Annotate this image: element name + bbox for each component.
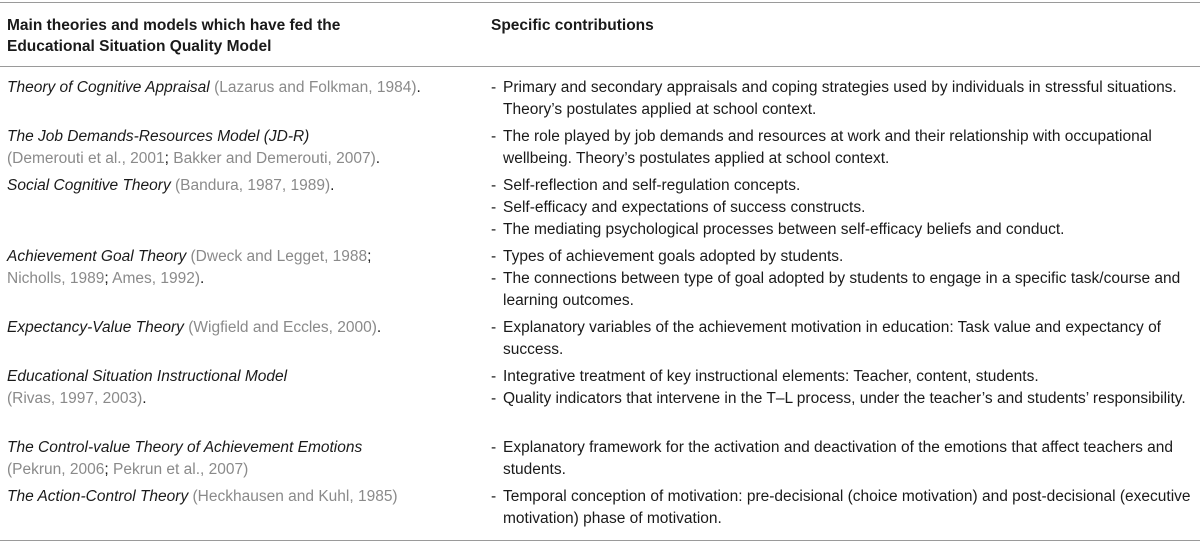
- contribution-list: [491, 486, 1196, 530]
- theory-name: Theory of Cognitive Appraisal: [7, 79, 210, 96]
- contribution-item: - Primary and secondary appraisals and coping strategies used by individuals in stressful situations. Theory’s postulates applied at school context.: [491, 77, 1196, 121]
- theory-tail: .: [375, 150, 381, 167]
- theory-citation: (Dweck and Legget, 1988: [190, 248, 368, 265]
- theory-citation: Pekrun et al., 2007): [113, 461, 249, 478]
- table-top-rule: [0, 2, 1200, 3]
- theory-name: The Control-value Theory of Achievement Emotions: [7, 439, 363, 456]
- theory-citation: (Demerouti et al., 2001: [7, 150, 165, 167]
- contribution-item: - The connections between type of goal adopted by students to engage in a specific task/course and learning outcomes.: [491, 268, 1196, 312]
- theory-cell: [7, 317, 477, 339]
- theory-tail: .: [142, 390, 147, 407]
- theory-tail: .: [330, 177, 335, 194]
- contribution-list: [491, 437, 1196, 481]
- theory-name: Expectancy-Value Theory: [7, 319, 184, 336]
- theory-citation: (Wigfield and Eccles, 2000): [188, 319, 377, 336]
- theory-citation: (Pekrun, 2006: [7, 461, 105, 478]
- contribution-list: [491, 366, 1196, 410]
- theory-cell: [7, 486, 477, 508]
- theory-name: The Job Demands-Resources Model (JD-R): [7, 128, 310, 145]
- theory-citation: (Rivas, 1997, 2003): [7, 390, 143, 407]
- contribution-item: - Self-efficacy and expectations of success constructs.: [491, 197, 1196, 219]
- theory-citation: (Lazarus and Folkman, 1984): [214, 79, 417, 96]
- theory-citation: (Bandura, 1987, 1989): [175, 177, 331, 194]
- citation-separator: ;: [164, 150, 169, 167]
- contribution-list: [491, 175, 1196, 241]
- theory-citation: (Heckhausen and Kuhl, 1985): [192, 488, 398, 505]
- theory-citation: Ames, 1992): [112, 270, 201, 287]
- header-rule: [0, 66, 1200, 67]
- header-theories: Main theories and models which have fed the Educational Situation Quality Model: [7, 17, 341, 55]
- contribution-item: - Explanatory framework for the activation and deactivation of the emotions that affect teachers and students.: [491, 437, 1196, 481]
- theory-citation: Nicholls, 1989: [7, 270, 105, 287]
- contribution-item: - The role played by job demands and resources at work and their relationship with occupational wellbeing. Theory’s postulates applied at school context.: [491, 126, 1196, 170]
- citation-separator: ;: [104, 461, 109, 478]
- contribution-item: - Integrative treatment of key instructional elements: Teacher, content, students.: [491, 366, 1196, 388]
- contribution-list: [491, 77, 1196, 121]
- contribution-item: - Temporal conception of motivation: pre-decisional (choice motivation) and post-decisional (executive motivation) phase of motivation.: [491, 486, 1196, 530]
- theory-name: Social Cognitive Theory: [7, 177, 171, 194]
- theory-cell: [7, 366, 477, 410]
- theory-cell: [7, 126, 477, 170]
- citation-separator: ;: [104, 270, 109, 287]
- contribution-item: - The mediating psychological processes between self-efficacy beliefs and conduct.: [491, 219, 1196, 241]
- contribution-item: - Types of achievement goals adopted by students.: [491, 246, 1196, 268]
- theory-cell: [7, 437, 477, 481]
- theory-citation: Bakker and Demerouti, 2007): [173, 150, 376, 167]
- theory-cell: [7, 246, 477, 290]
- contribution-list: [491, 317, 1196, 361]
- contribution-list: [491, 246, 1196, 312]
- theory-tail: .: [200, 270, 205, 287]
- citation-separator: ;: [367, 248, 372, 265]
- contribution-item: - Explanatory variables of the achievement motivation in education: Task value and expectancy of success.: [491, 317, 1196, 361]
- theory-tail: .: [376, 319, 382, 336]
- table-bottom-rule: [0, 540, 1200, 541]
- contribution-item: - Self-reflection and self-regulation concepts.: [491, 175, 1196, 197]
- theory-cell: [7, 175, 477, 197]
- theory-cell: [7, 77, 477, 99]
- header-contributions: Specific contributions: [491, 17, 654, 34]
- theory-tail: .: [416, 79, 421, 96]
- theory-name: Educational Situation Instructional Model: [7, 368, 288, 385]
- theory-name: Achievement Goal Theory: [7, 248, 187, 265]
- contribution-list: [491, 126, 1196, 170]
- contribution-item: - Quality indicators that intervene in the T–L process, under the teacher’s and students’ responsibility.: [491, 388, 1196, 410]
- theory-name: The Action-Control Theory: [7, 488, 189, 505]
